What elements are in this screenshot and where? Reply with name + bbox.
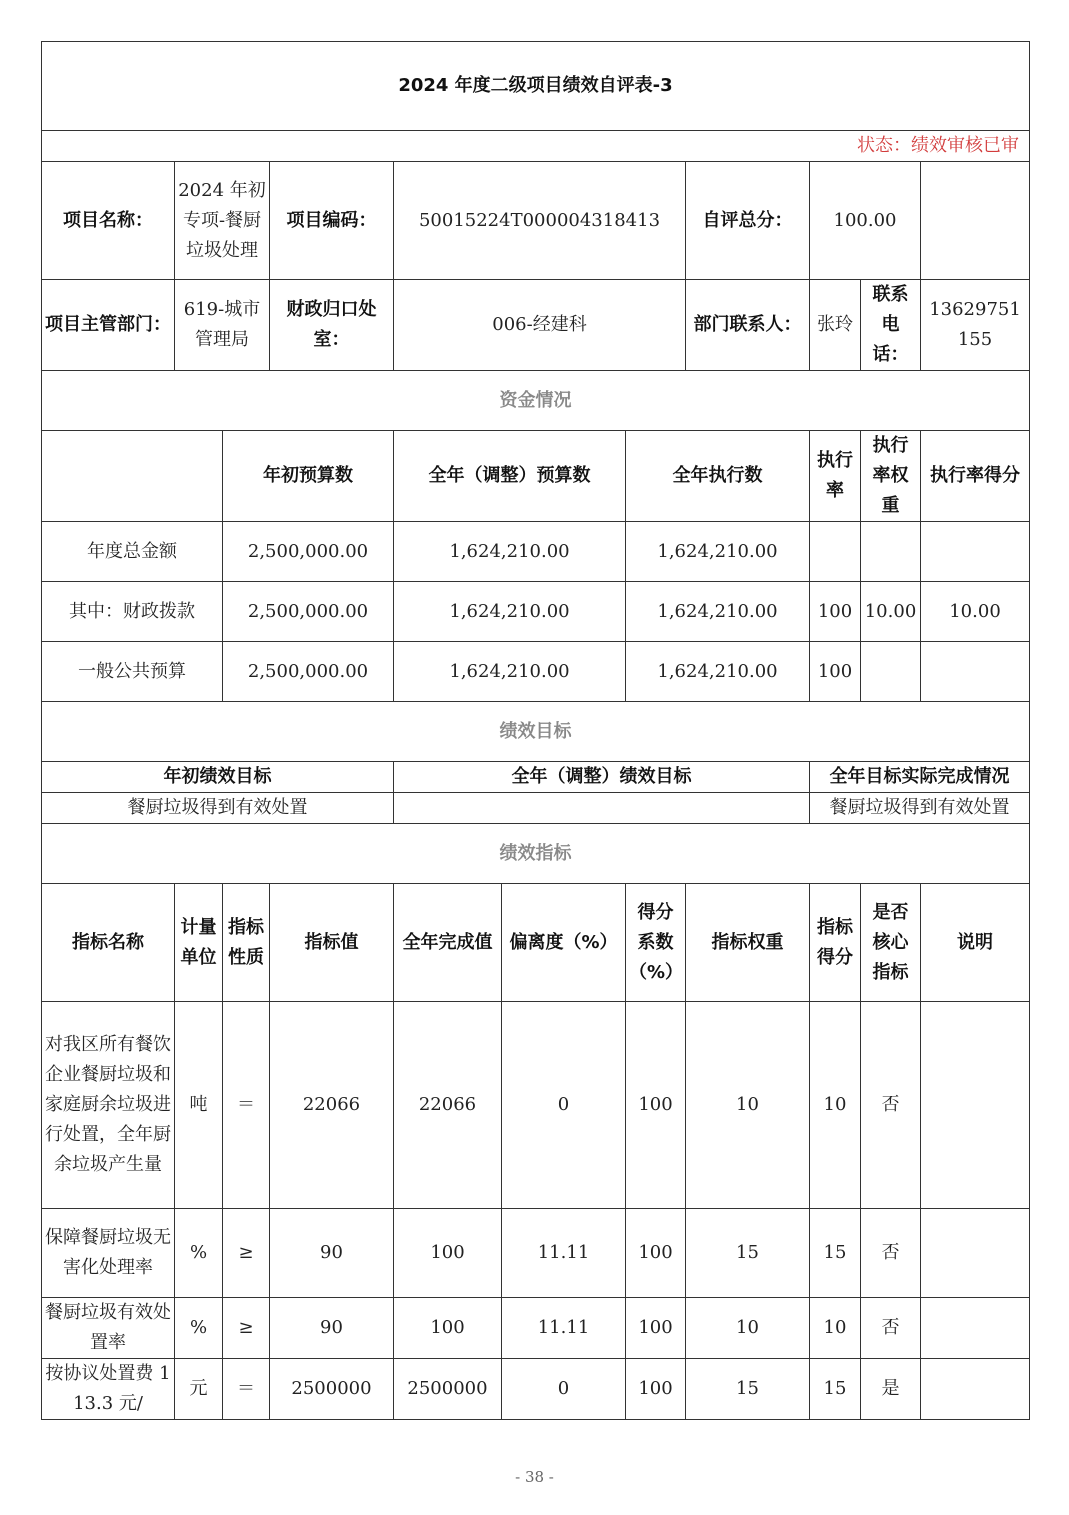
indicator-name: 按协议处置费 113.3 元/: [42, 1359, 175, 1420]
indicator-weight: 10: [686, 1298, 810, 1359]
indicator-weight: 15: [686, 1209, 810, 1298]
project-name: 2024 年初专项-餐厨垃圾处理: [175, 162, 270, 280]
indicator-deviation: 0: [502, 1002, 626, 1209]
indicator-target: 22066: [270, 1002, 394, 1209]
funds-row-name: 年度总金额: [42, 522, 223, 582]
indicator-deviation: 0: [502, 1359, 626, 1420]
goals-header-adjusted: 全年（调整）绩效目标: [394, 762, 810, 793]
indicator-unit: %: [175, 1298, 223, 1359]
page-title: 2024 年度二级项目绩效自评表-3: [42, 42, 1030, 131]
indicator-nature: ＝: [223, 1359, 270, 1420]
ind-header-weight: 指标权重: [686, 884, 810, 1002]
indicator-coefficient: 100: [626, 1359, 686, 1420]
indicator-completed: 100: [394, 1298, 502, 1359]
funds-score: [921, 642, 1030, 702]
funds-header-rate: 执行率: [810, 431, 861, 522]
funds-rate: 100: [810, 642, 861, 702]
table-row: [42, 1298, 1030, 1359]
indicators-section-title: 绩效指标: [42, 824, 1030, 884]
goal-initial: 餐厨垃圾得到有效处置: [42, 793, 394, 824]
indicator-completed: 2500000: [394, 1359, 502, 1420]
indicator-deviation: 11.11: [502, 1298, 626, 1359]
indicator-core: 否: [861, 1298, 921, 1359]
goals-section-title: 绩效目标: [42, 702, 1030, 762]
funds-corner: [42, 431, 223, 522]
funds-header-adjusted: 全年（调整）预算数: [394, 431, 626, 522]
table-row: [42, 1002, 1030, 1209]
table-row: [42, 642, 1030, 702]
indicator-coefficient: 100: [626, 1209, 686, 1298]
funds-header-initial: 年初预算数: [223, 431, 394, 522]
funds-executed: 1,624,210.00: [626, 642, 810, 702]
indicator-score: 10: [810, 1298, 861, 1359]
page-number: - 38 -: [515, 1468, 554, 1486]
ind-header-name: 指标名称: [42, 884, 175, 1002]
funds-header-weight: 执行率权重: [861, 431, 921, 522]
goal-actual: 餐厨垃圾得到有效处置: [810, 793, 1030, 824]
indicator-weight: 15: [686, 1359, 810, 1420]
indicator-name: 保障餐厨垃圾无害化处理率: [42, 1209, 175, 1298]
indicator-completed: 22066: [394, 1002, 502, 1209]
funds-adjusted: 1,624,210.00: [394, 582, 626, 642]
performance-table: [41, 41, 1030, 1420]
funds-adjusted: 1,624,210.00: [394, 522, 626, 582]
indicator-target: 2500000: [270, 1359, 394, 1420]
indicator-score: 15: [810, 1209, 861, 1298]
indicator-core: 是: [861, 1359, 921, 1420]
indicator-core: 否: [861, 1209, 921, 1298]
funds-rate: 100: [810, 582, 861, 642]
dept-label: 项目主管部门：: [42, 280, 175, 371]
indicator-target: 90: [270, 1209, 394, 1298]
ind-header-deviation: 偏离度（%）: [502, 884, 626, 1002]
indicator-name: 餐厨垃圾有效处置率: [42, 1298, 175, 1359]
dept: 619-城市管理局: [175, 280, 270, 371]
finance-label: 财政归口处室：: [270, 280, 394, 371]
indicator-note: [921, 1359, 1030, 1420]
self-score-label: 自评总分：: [686, 162, 810, 280]
indicator-score: 15: [810, 1359, 861, 1420]
funds-weight: [861, 522, 921, 582]
funds-rate: [810, 522, 861, 582]
contact-label: 部门联系人：: [686, 280, 810, 371]
table-row: [42, 1359, 1030, 1420]
funds-initial: 2,500,000.00: [223, 642, 394, 702]
project-code-label: 项目编码：: [270, 162, 394, 280]
funds-weight: 10.00: [861, 582, 921, 642]
phone: 13629751155: [921, 280, 1030, 371]
contact: 张玲: [810, 280, 861, 371]
indicator-coefficient: 100: [626, 1298, 686, 1359]
indicator-core: 否: [861, 1002, 921, 1209]
funds-header-executed: 全年执行数: [626, 431, 810, 522]
indicator-completed: 100: [394, 1209, 502, 1298]
indicator-unit: 吨: [175, 1002, 223, 1209]
indicator-nature: ≥: [223, 1298, 270, 1359]
indicator-deviation: 11.11: [502, 1209, 626, 1298]
funds-header-score: 执行率得分: [921, 431, 1030, 522]
ind-header-nature: 指标性质: [223, 884, 270, 1002]
funds-initial: 2,500,000.00: [223, 582, 394, 642]
phone-label: 联系电话：: [861, 280, 921, 371]
funds-executed: 1,624,210.00: [626, 582, 810, 642]
ind-header-unit: 计量单位: [175, 884, 223, 1002]
funds-score: [921, 522, 1030, 582]
table-row: [42, 793, 1030, 824]
indicator-nature: ＝: [223, 1002, 270, 1209]
indicator-note: [921, 1209, 1030, 1298]
funds-weight: [861, 642, 921, 702]
ind-header-score: 指标得分: [810, 884, 861, 1002]
indicator-unit: %: [175, 1209, 223, 1298]
funds-executed: 1,624,210.00: [626, 522, 810, 582]
indicator-unit: 元: [175, 1359, 223, 1420]
finance-office: 006-经建科: [394, 280, 686, 371]
funds-section-title: 资金情况: [42, 371, 1030, 431]
goals-header-initial: 年初绩效目标: [42, 762, 394, 793]
indicator-name: 对我区所有餐饮企业餐厨垃圾和家庭厨余垃圾进行处置，全年厨余垃圾产生量: [42, 1002, 175, 1209]
funds-adjusted: 1,624,210.00: [394, 642, 626, 702]
table-row: [42, 1209, 1030, 1298]
indicator-note: [921, 1298, 1030, 1359]
project-name-label: 项目名称：: [42, 162, 175, 280]
goal-adjusted: [394, 793, 810, 824]
funds-initial: 2,500,000.00: [223, 522, 394, 582]
table-row: [42, 582, 1030, 642]
empty-cell: [921, 162, 1030, 280]
indicator-note: [921, 1002, 1030, 1209]
indicator-coefficient: 100: [626, 1002, 686, 1209]
ind-header-note: 说明: [921, 884, 1030, 1002]
table-row: [42, 522, 1030, 582]
ind-header-coefficient: 得分系数（%）: [626, 884, 686, 1002]
indicator-weight: 10: [686, 1002, 810, 1209]
funds-score: 10.00: [921, 582, 1030, 642]
project-code: 50015224T000004318413: [394, 162, 686, 280]
status-badge: 状态：绩效审核已审: [42, 131, 1030, 162]
funds-row-name: 一般公共预算: [42, 642, 223, 702]
ind-header-completed: 全年完成值: [394, 884, 502, 1002]
indicator-target: 90: [270, 1298, 394, 1359]
goals-header-actual: 全年目标实际完成情况: [810, 762, 1030, 793]
indicator-score: 10: [810, 1002, 861, 1209]
ind-header-target: 指标值: [270, 884, 394, 1002]
self-score: 100.00: [810, 162, 921, 280]
ind-header-core: 是否核心指标: [861, 884, 921, 1002]
indicator-nature: ≥: [223, 1209, 270, 1298]
funds-row-name: 其中：财政拨款: [42, 582, 223, 642]
